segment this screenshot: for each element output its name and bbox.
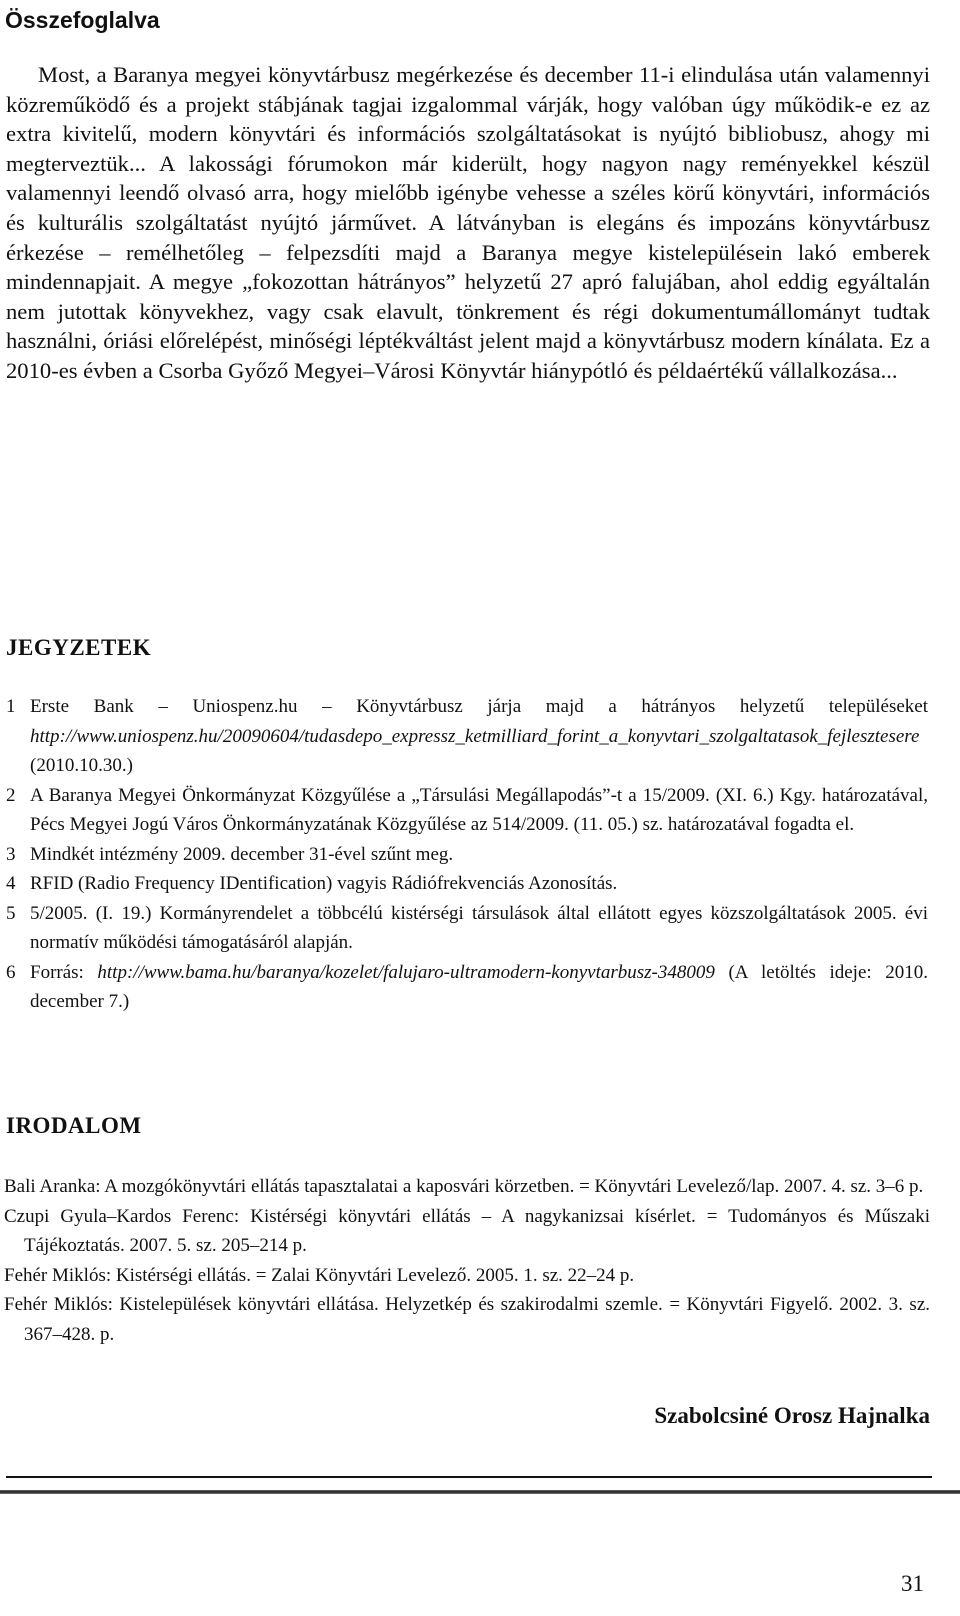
footer-divider [6, 1476, 932, 1478]
note-text-post: (A letöltés ideje: 2010. december 7.) [30, 961, 929, 1012]
notes-list [6, 692, 928, 1017]
note-number: 6 [6, 961, 16, 983]
note-item [6, 899, 928, 958]
summary-heading: Összefoglalva [5, 7, 160, 33]
note-item [6, 958, 928, 1017]
summary-paragraph: Most, a Baranya megyei könyvtárbusz megérkezése és december 11-i elindulása után valamennyi közreműködő és a projekt stábjának tagjai izgalommal várják, hogy valóban úgy működik-e ez az extra kivitelű, modern könyvtári és információs szolgáltatásokat is nyújtó bibliobusz, ahogy mi megterveztük... A lakossági fórumokon már kiderült, hogy nagyon nagy reményekkel készül valamennyi leendő olvasó arra, hogy mielőbb igénybe vehesse a széles körű könyvtári, információs és kulturális szolgáltatást nyújtó járművet. A látványban is elegáns és impozáns könyvtárbusz érkezése – remélhetőleg – felpezsdíti majd a Baranya megye kistelepülésein lakó emberek mindennapjait. A megye „fokozottan hátrányos” helyzetű 27 apró falujában, ahol eddig egyáltalán nem jutottak könyvekhez, vagy csak elavult, tönkrement és régi dokumentumállományt tudtak használni, óriási előrelépést, minőségi léptékváltást jelent majd a könyvtárbusz modern kínálata. Ez a 2010-es évben a Csorba Győző Megyei–Városi Könyvtár hiánypótló és példaértékű vállalkozása... [6, 62, 930, 383]
note-item [6, 692, 928, 781]
footer-divider-thick [0, 1490, 960, 1494]
note-text-pre: Forrás: [30, 961, 98, 983]
note-number: 2 [6, 784, 16, 806]
note-text [30, 692, 928, 781]
notes-heading: JEGYZETEK [6, 635, 152, 660]
literature-heading: IRODALOM [6, 1113, 142, 1138]
note-number: 1 [6, 696, 16, 717]
author-name: Szabolcsiné Orosz Hajnalka [654, 1403, 930, 1428]
note-text-pre: Erste Bank – Uniospenz.hu – Könyvtárbusz járja majd a hátrányos helyzetű településeket [30, 696, 928, 717]
note-text-post: (2010.10.30.) [30, 755, 133, 776]
note-text: Mindkét intézmény 2009. december 31-ével szűnt meg. [30, 843, 454, 865]
note-item [6, 840, 928, 870]
note-url[interactable]: http://www.uniospenz.hu/20090604/tudasdepo_expressz_ketmilliard_forint_a_konyvtari_szolgaltatasok_fejlesztesere [30, 725, 920, 747]
note-number: 4 [6, 873, 16, 894]
note-url[interactable]: http://www.bama.hu/baranya/kozelet/falujaro-ultramodern-konyvtarbusz-348009 [97, 961, 715, 983]
note-item [6, 781, 928, 840]
note-item [6, 869, 928, 899]
literature-list [4, 1172, 930, 1349]
summary-body [6, 60, 930, 386]
note-text: 5/2005. (I. 19.) Kormányrendelet a többcélú kistérségi társulások által ellátott egyes közszolgáltatások 2005. évi normatív működési támogatásáról alapján. [30, 902, 928, 953]
note-text [30, 958, 928, 1017]
literature-item: Czupi Gyula–Kardos Ferenc: Kistérségi könyvtári ellátás – A nagykanizsai kísérlet. = Tudományos és Műszaki Tájékoztatás. 2007. 5. sz. 205–214 p. [4, 1205, 930, 1256]
literature-item: Fehér Miklós: Kistérségi ellátás. = Zalai Könyvtári Levelező. 2005. 1. sz. 22–24 p. [4, 1264, 635, 1286]
note-text: RFID (Radio Frequency IDentification) vagyis Rádiófrekvenciás Azonosítás. [30, 873, 618, 894]
note-number: 5 [6, 902, 16, 924]
page-number: 31 [901, 1571, 924, 1596]
literature-item: Bali Aranka: A mozgókönyvtári ellátás tapasztalatai a kaposvári körzetben. = Könyvtári Levelező/lap. 2007. 4. sz. 3–6 p. [4, 1176, 924, 1197]
literature-item: Fehér Miklós: Kistelepülések könyvtári ellátása. Helyzetkép és szakirodalmi szemle. = Könyvtári Figyelő. 2002. 3. sz. 367–428. p. [4, 1294, 930, 1345]
note-text: A Baranya Megyei Önkormányzat Közgyűlése a „Társulási Megállapodás”-t a 15/2009. (XI. 6.) Kgy. határozatával, Pécs Megyei Jogú Város Önkormányzatának Közgyűlése az 514/2009. (11. 05.) sz. határozatával fogadta el. [30, 784, 928, 835]
note-number: 3 [6, 843, 16, 865]
